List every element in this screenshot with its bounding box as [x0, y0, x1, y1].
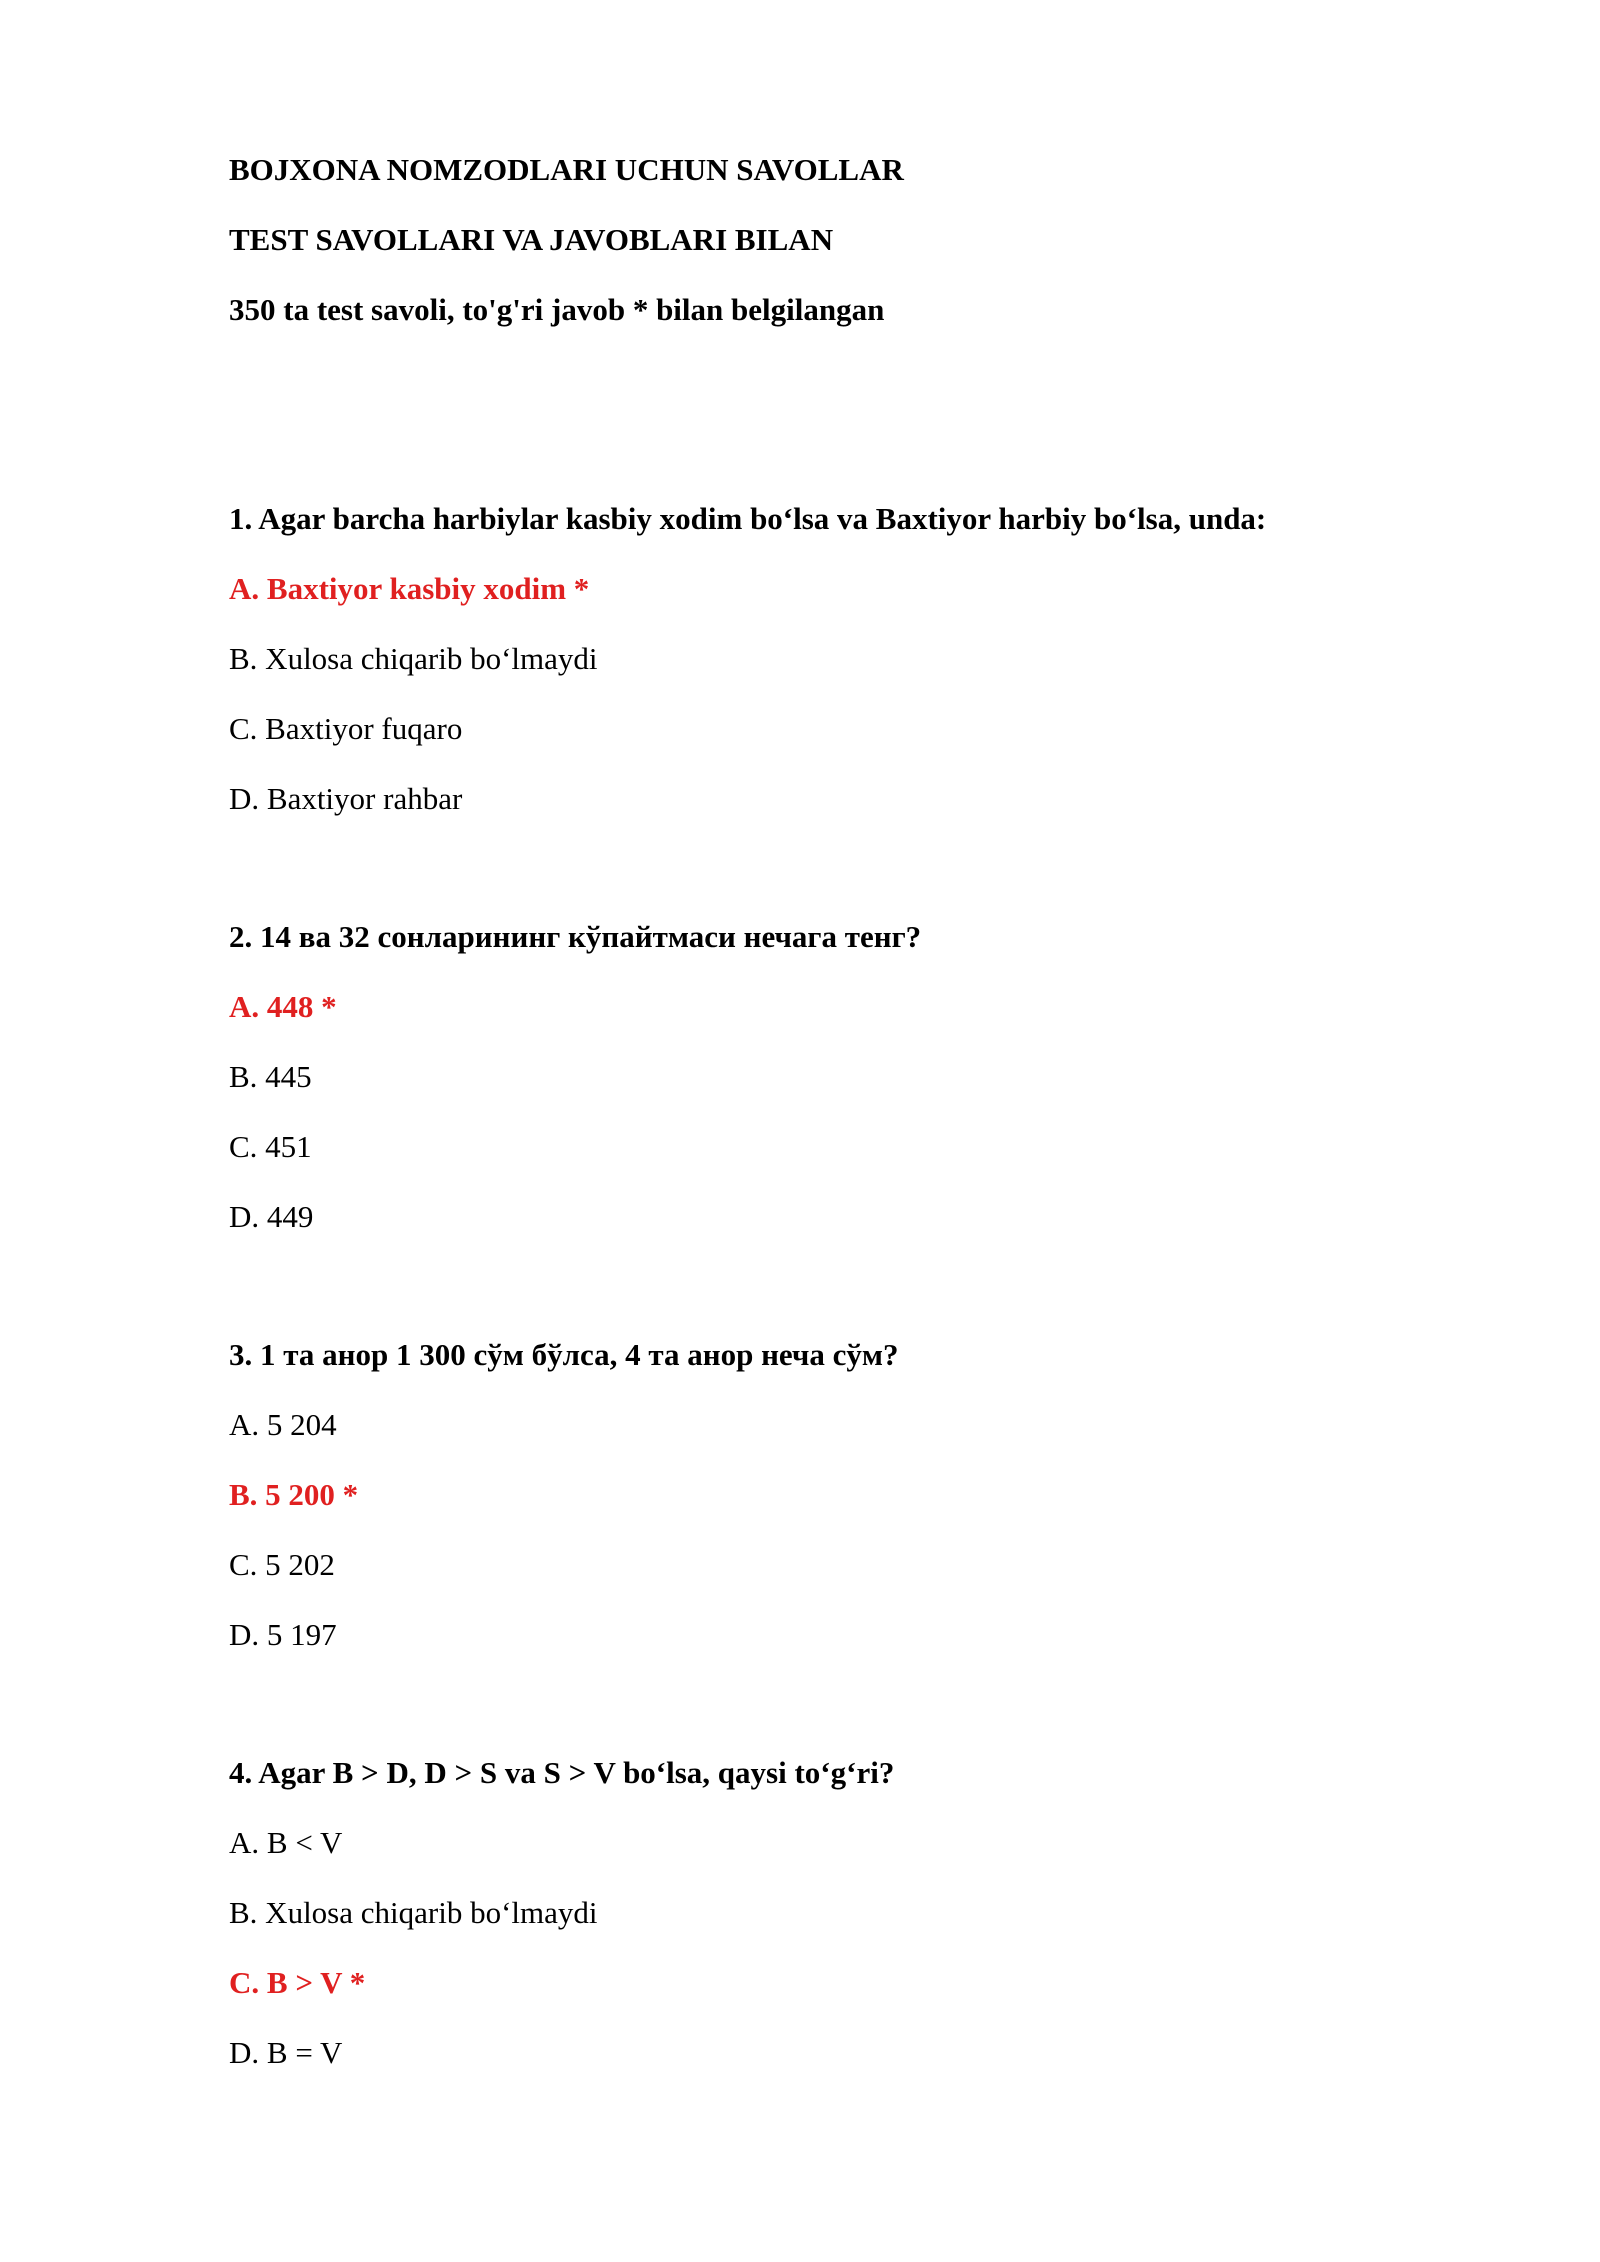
- answer-option-c: C. Baxtiyor fuqaro: [229, 711, 463, 746]
- question-3: [229, 1339, 1266, 1757]
- document-title: BOJXONA NOMZODLARI UCHUN SAVOLLAR: [229, 152, 904, 187]
- question-4: [229, 1757, 1266, 2107]
- answer-option-c: C. 5 202: [229, 1547, 335, 1582]
- question-text: 4. Agar B > D, D > S va S > V bo‘lsa, qaysi to‘g‘ri?: [229, 1755, 895, 1790]
- question-1: [229, 503, 1266, 921]
- question-text: 2. 14 ва 32 сонларининг кўпайтмаси нечага тенг?: [229, 919, 922, 954]
- answer-option-b: B. 5 200 *: [229, 1477, 359, 1512]
- document-note: 350 ta test savoli, to'g'ri javob * bilan belgilangan: [229, 292, 885, 327]
- answer-option-a: A. B < V: [229, 1825, 343, 1860]
- answer-option-b: B. 445: [229, 1059, 312, 1094]
- answer-option-a: A. 5 204: [229, 1407, 337, 1442]
- question-spacer: [229, 853, 1266, 921]
- question-spacer: [229, 1689, 1266, 1757]
- answer-option-d: D. B = V: [229, 2035, 343, 2070]
- question-text: 1. Agar barcha harbiylar kasbiy xodim bo‘lsa va Baxtiyor harbiy bo‘lsa, unda:: [229, 501, 1267, 536]
- answer-option-d: D. 449: [229, 1199, 314, 1234]
- answer-option-a: A. Baxtiyor kasbiy xodim *: [229, 571, 590, 606]
- answer-option-a: A. 448 *: [229, 989, 337, 1024]
- document-subtitle: TEST SAVOLLARI VA JAVOBLARI BILAN: [229, 222, 834, 257]
- question-2: [229, 921, 1266, 1339]
- question-list: [229, 503, 1266, 2107]
- answer-option-d: D. Baxtiyor rahbar: [229, 781, 463, 816]
- answer-option-c: C. B > V *: [229, 1965, 366, 2000]
- question-text: 3. 1 та анор 1 300 сўм бўлса, 4 та анор неча сўм?: [229, 1337, 899, 1372]
- answer-option-d: D. 5 197: [229, 1617, 337, 1652]
- question-spacer: [229, 1271, 1266, 1339]
- answer-option-b: B. Xulosa chiqarib bo‘lmaydi: [229, 1895, 598, 1930]
- answer-option-b: B. Xulosa chiqarib bo‘lmaydi: [229, 641, 598, 676]
- document-header: [229, 154, 904, 364]
- answer-option-c: C. 451: [229, 1129, 312, 1164]
